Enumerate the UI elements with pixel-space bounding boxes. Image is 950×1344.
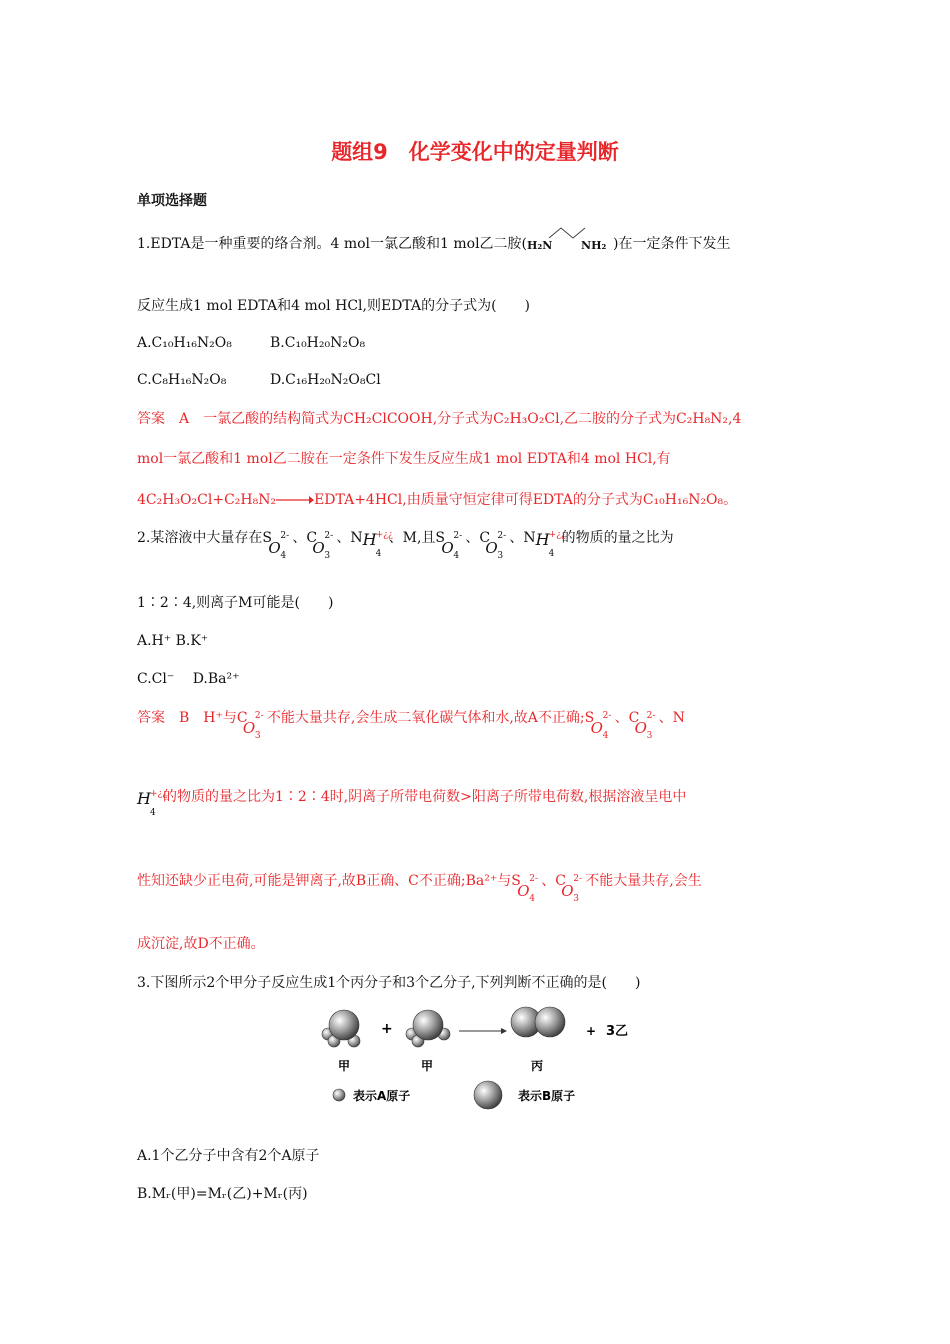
q1-reactants: 4C₂H₃O₂Cl+C₂H₈N₂ <box>137 492 277 508</box>
q2-options-row1: A.H⁺ B.K⁺ <box>137 633 209 649</box>
sulfate-ion: S O 2- 4 <box>262 530 290 561</box>
plus-sign-2: + <box>586 1024 597 1038</box>
q1-option-b: B.C₁₀H₂₀N₂O₈ <box>270 335 366 351</box>
q1-option-d: D.C₁₆H₂₀N₂O₈Cl <box>270 372 381 388</box>
molecule-jia-1 <box>322 1010 360 1047</box>
q1-stem-text-end: )在一定条件下发生 <box>613 236 731 252</box>
label-jia-2: 甲 <box>421 1059 434 1073</box>
q2-stem-text: 2.某溶液中大量存在 <box>137 530 263 546</box>
reaction-figure <box>318 1000 648 1120</box>
q2-options-row2: C.Cl⁻ D.Ba²⁺ <box>137 671 240 687</box>
sulfate-ion: S O 2- 4 <box>584 710 612 741</box>
sulfate-ion: S O 2- 4 <box>435 530 463 561</box>
q1-options-row2 <box>137 370 381 390</box>
carbonate-ion: C O 2- 3 <box>555 873 583 904</box>
q2-answer-line1: 答案 B H⁺与 C O 2- 3 不能大量共存,会生成二氧化碳气体和水,故A不正确; S O 2- 4 、 C O 2- 3 、N <box>137 710 685 741</box>
ethylenediamine-structure <box>527 234 613 254</box>
page-title: 题组9 化学变化中的定量判断 <box>331 140 619 164</box>
q1-answer-line3 <box>137 490 737 510</box>
q3-stem: 3.下图所示2个甲分子反应生成1个丙分子和3个乙分子,下列判断不正确的是( ) <box>137 975 641 991</box>
legend-a-text: 表示A原子 <box>353 1089 411 1103</box>
ammonium-ion: H +¿¿ 4 <box>535 530 566 559</box>
q1-option-c: C.C₈H₁₆N₂O₈ <box>137 372 227 388</box>
q1-option-a: A.C₁₀H₁₆N₂O₈ <box>137 335 232 351</box>
molecule-diagram <box>318 1000 648 1120</box>
q1-products: EDTA+4HCl,由质量守恒定律可得EDTA的分子式为C₁₀H₁₆N₂O₈。 <box>314 492 738 508</box>
label-bing: 丙 <box>531 1059 544 1073</box>
molecule-jia-2 <box>406 1010 450 1047</box>
q2-stem-line1: 2.某溶液中大量存在 S O 2- 4 、 C O 2- 3 、N H +¿¿ 4 、M,且 S O 2- 4 、 C O 2- 3 、N H +¿¿ 4 的物质的量之比为 <box>137 530 674 561</box>
legend-b-atom-icon <box>474 1081 502 1109</box>
q1-stem-line1 <box>137 234 731 254</box>
reaction-arrow-icon <box>276 495 314 505</box>
carbonate-ion: C O 2- 3 <box>479 530 507 561</box>
amine-left-group: H₂N <box>527 239 553 252</box>
q2-answer-line4: 成沉淀,故D不正确。 <box>137 936 265 952</box>
q1-stem-line2: 反应生成1 mol EDTA和4 mol HCl,则EDTA的分子式为( ) <box>137 298 531 314</box>
legend-a-atom-icon <box>333 1089 345 1101</box>
section-heading: 单项选择题 <box>137 193 207 209</box>
reaction-arrow-icon <box>501 1028 507 1034</box>
ammonium-ion: H +¿¿ 4 <box>362 530 393 559</box>
q1-options-row1 <box>137 333 365 353</box>
q1-answer-line2: mol一氯乙酸和1 mol乙二胺在一定条件下发生反应生成1 mol EDTA和4 mol HCl,有 <box>137 451 671 467</box>
product-3yi: 3乙 <box>606 1024 629 1039</box>
molecule-bing <box>511 1007 565 1037</box>
carbonate-ion: C O 2- 3 <box>306 530 334 561</box>
legend-b-text: 表示B原子 <box>518 1089 576 1103</box>
q2-answer-line2: H +¿¿ 4 的物质的量之比为1∶2∶4时,阴离子所带电荷数>阳离子所带电荷数,根据溶液呈电中 <box>137 789 687 818</box>
amine-right-group: NH₂ <box>581 239 607 252</box>
plus-sign-1: + <box>381 1021 393 1037</box>
q3-option-b: B.Mᵣ(甲)=Mᵣ(乙)+Mᵣ(丙) <box>137 1186 308 1202</box>
carbonate-ion: C O 2- 3 <box>236 710 264 741</box>
carbonate-ion: C O 2- 3 <box>628 710 656 741</box>
ammonium-ion: H +¿¿ 4 <box>137 789 168 818</box>
sulfate-ion: S O 2- 4 <box>511 873 539 904</box>
q1-answer-line1: 答案 A 一氯乙酸的结构简式为CH₂ClCOOH,分子式为C₂H₃O₂Cl,乙二胺的分子式为C₂H₈N₂,4 <box>137 411 742 427</box>
label-jia-1: 甲 <box>338 1059 351 1073</box>
q1-stem-text: 1.EDTA是一种重要的络合剂。4 mol一氯乙酸和1 mol乙二胺( <box>137 236 528 252</box>
q2-stem-line2: 1∶2∶4,则离子M可能是( ) <box>137 595 334 611</box>
q3-option-a: A.1个乙分子中含有2个A原子 <box>137 1148 320 1164</box>
q2-answer-line3: 性知还缺少正电荷,可能是钾离子,故B正确、C不正确;Ba²⁺与 S O 2- 4 、 C O 2- 3 不能大量共存,会生 <box>137 873 702 904</box>
